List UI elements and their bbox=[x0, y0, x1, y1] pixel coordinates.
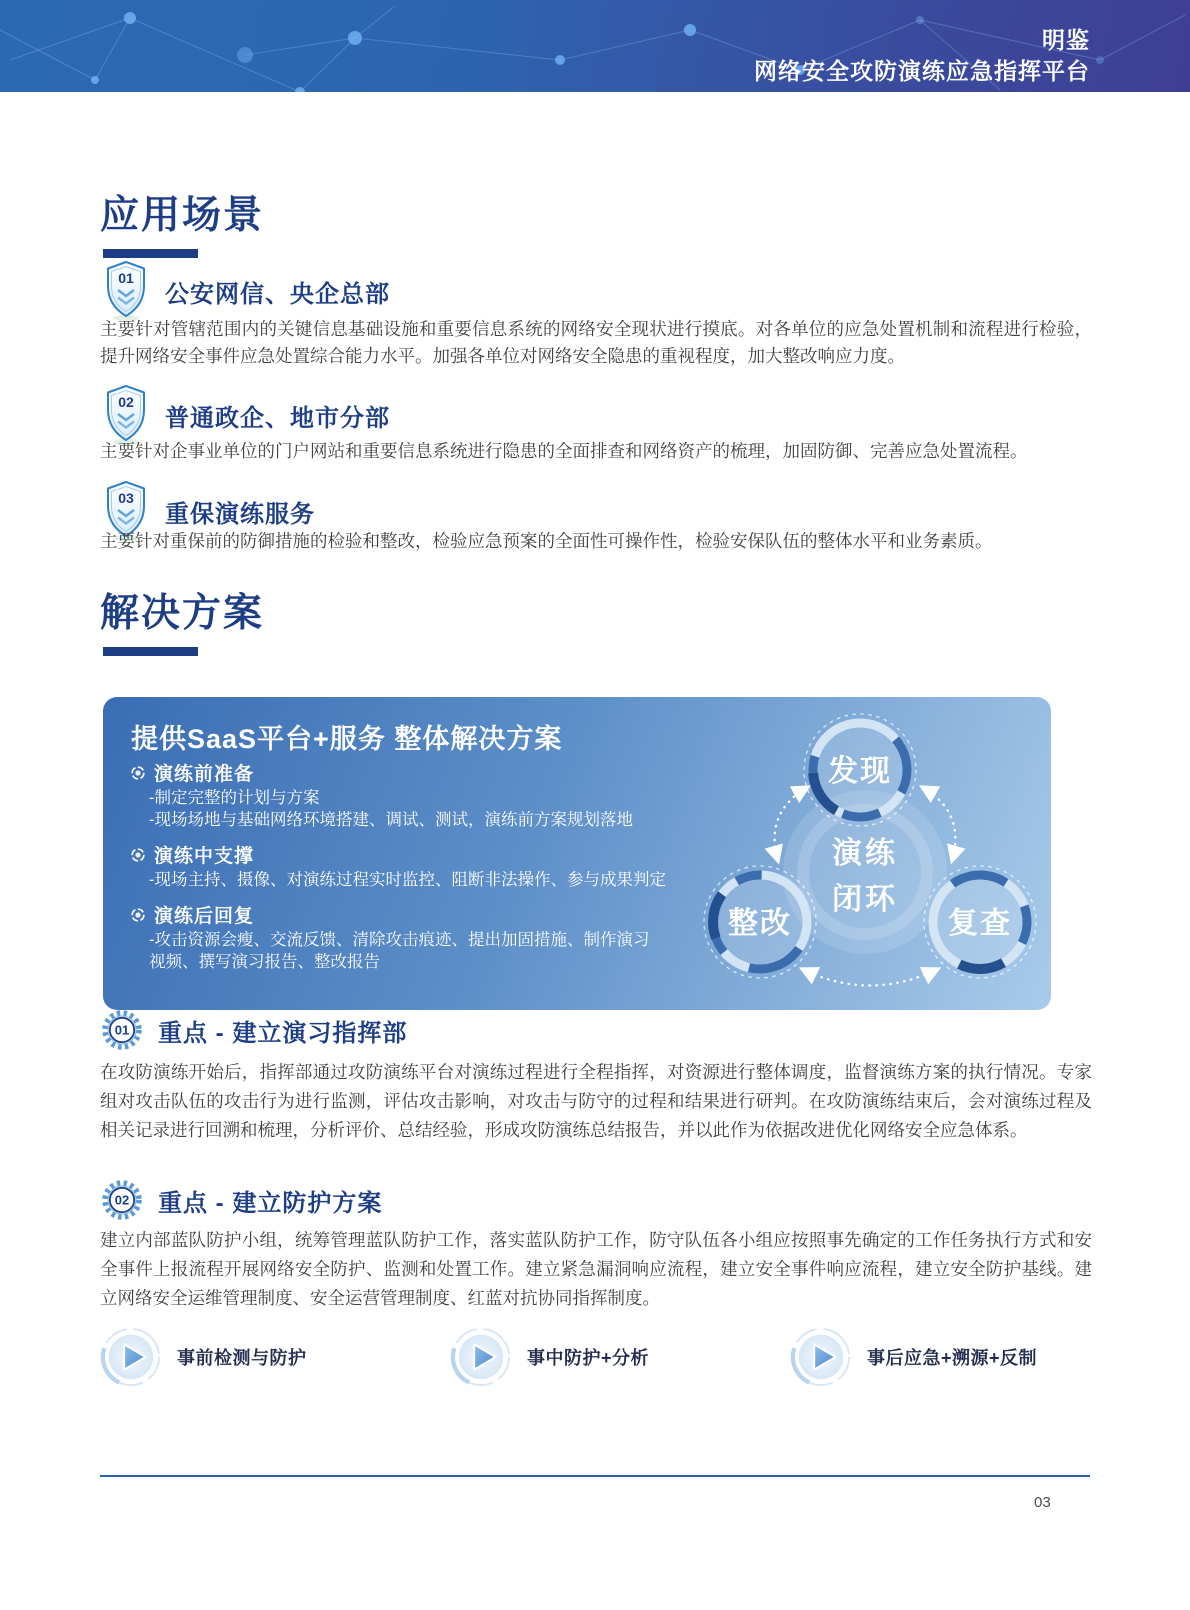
phase-heading: 演练前准备 bbox=[154, 764, 255, 785]
keypoint-heading: 重点 - 建立防护方案 bbox=[158, 1189, 383, 1217]
diagram-center-text: 演练 bbox=[832, 837, 898, 870]
scenario-body: 主要针对企事业单位的门户网站和重要信息系统进行隐患的全面排查和网络资产的梳理，加固防御、完善应急处置流程。 bbox=[100, 441, 1028, 461]
phase-detail-line: -现场主持、摄像、对演练过程实时监控、阻断非法操作、参与成果判定 bbox=[149, 871, 666, 889]
feature-item bbox=[790, 1326, 1037, 1388]
feature-item bbox=[450, 1326, 649, 1388]
title-underline-bar bbox=[103, 647, 198, 656]
phase-heading-row bbox=[131, 759, 254, 786]
title-underline-bar bbox=[103, 249, 198, 258]
phase-detail bbox=[149, 929, 654, 973]
feature-item bbox=[100, 1326, 307, 1388]
scenario-body: 主要针对重保前的防御措施的检验和整改，检验应急预案的全面性可操作性，检验安保队伍的整体水平和业务素质。 bbox=[100, 531, 993, 551]
shield-badge-icon bbox=[103, 260, 149, 322]
keypoint-body: 在攻防演练开始后，指挥部通过攻防演练平台对演练过程进行全程指挥，对资源进行整体调度，监督演练方案的执行情况。专家组对攻击队伍的攻击行为进行监测，评估攻击影响，对攻击与防守的过程和结果进行研判。在攻防演练结束后，会对演练过程及相关记录进行回溯和梳理，分析评价、总结经验，形成攻防演练总结报告，并以此作为依据改进优化网络安全应急体系。 bbox=[100, 1062, 1092, 1140]
diagram-center-text: 闭环 bbox=[832, 883, 898, 916]
shield-badge-icon bbox=[103, 384, 149, 446]
phase-heading: 演练中支撑 bbox=[154, 846, 255, 867]
svg-text:01: 01 bbox=[114, 1022, 130, 1038]
phase-detail-line: -攻击资源会瘦、交流反馈、清除攻击痕迹、提出加固措施、制作演习视频、撰写演习报告、整改报告 bbox=[149, 931, 650, 971]
svg-text:02: 02 bbox=[118, 394, 134, 410]
phase-heading-row bbox=[131, 901, 254, 928]
phase-detail bbox=[149, 787, 709, 831]
solution-card bbox=[103, 697, 1051, 1010]
phase-detail bbox=[149, 869, 729, 891]
keypoint-heading-row bbox=[100, 1178, 382, 1222]
scenario-item bbox=[103, 384, 390, 446]
svg-text:02: 02 bbox=[114, 1192, 130, 1208]
phase-detail-line: -现场场地与基础网络环境搭建、调试、测试，演练前方案规划落地 bbox=[149, 811, 633, 829]
phase-detail-line: -制定完整的计划与方案 bbox=[149, 789, 320, 807]
header-title-block bbox=[754, 25, 1090, 87]
scenario-heading: 普通政企、地市分部 bbox=[165, 404, 390, 432]
svg-text:发现: 发现 bbox=[828, 755, 892, 788]
gear-badge-icon bbox=[100, 1178, 144, 1222]
phase-bullet-icon bbox=[131, 848, 145, 862]
feature-label: 事中防护+分析 bbox=[527, 1348, 650, 1368]
cycle-diagram bbox=[680, 697, 1051, 1010]
feature-label: 事后应急+溯源+反制 bbox=[867, 1348, 1038, 1368]
footer-divider bbox=[100, 1475, 1090, 1477]
page-number: 03 bbox=[1034, 1494, 1051, 1511]
platform-subtitle: 网络安全攻防演练应急指挥平台 bbox=[754, 58, 1090, 84]
scenario-heading: 公安网信、央企总部 bbox=[165, 280, 390, 308]
keypoint-heading-row bbox=[100, 1008, 407, 1052]
svg-text:复查: 复查 bbox=[948, 907, 1012, 940]
section-title-solution: 解决方案 bbox=[100, 592, 265, 635]
solution-card-title: 提供SaaS平台+服务 整体解决方案 bbox=[131, 724, 563, 754]
play-circle-icon bbox=[100, 1326, 162, 1388]
svg-text:整改: 整改 bbox=[728, 907, 792, 940]
feature-label: 事前检测与防护 bbox=[177, 1348, 307, 1368]
phase-bullet-icon bbox=[131, 766, 145, 780]
svg-text:01: 01 bbox=[118, 270, 134, 286]
brand-name: 明鉴 bbox=[1042, 27, 1090, 53]
play-circle-icon bbox=[790, 1326, 852, 1388]
keypoint-heading: 重点 - 建立演习指挥部 bbox=[158, 1019, 408, 1047]
phase-heading-row bbox=[131, 841, 254, 868]
scenario-heading: 重保演练服务 bbox=[165, 500, 315, 528]
svg-text:03: 03 bbox=[118, 490, 134, 506]
section-title-scenarios: 应用场景 bbox=[100, 194, 265, 237]
keypoint-body: 建立内部蓝队防护小组，统筹管理蓝队防护工作，落实蓝队防护工作，防守队伍各小组应按照事先确定的工作任务执行方式和安全事件上报流程开展网络安全防护、监测和处置工作。建立紧急漏洞响应流程，建立安全事件响应流程，建立安全防护基线。建立网络安全运维管理制度、安全运营管理制度、红蓝对抗协同指挥制度。 bbox=[100, 1230, 1092, 1308]
gear-badge-icon bbox=[100, 1008, 144, 1052]
play-circle-icon bbox=[450, 1326, 512, 1388]
phase-bullet-icon bbox=[131, 908, 145, 922]
scenario-body: 主要针对管辖范围内的关键信息基础设施和重要信息系统的网络安全现状进行摸底。对各单位的应急处置机制和流程进行检验，提升网络安全事件应急处置综合能力水平。加强各单位对网络安全隐患的重视程度，加大整改响应力度。 bbox=[100, 319, 1092, 366]
phase-heading: 演练后回复 bbox=[154, 906, 255, 927]
scenario-item bbox=[103, 260, 390, 322]
header-banner bbox=[0, 0, 1190, 92]
